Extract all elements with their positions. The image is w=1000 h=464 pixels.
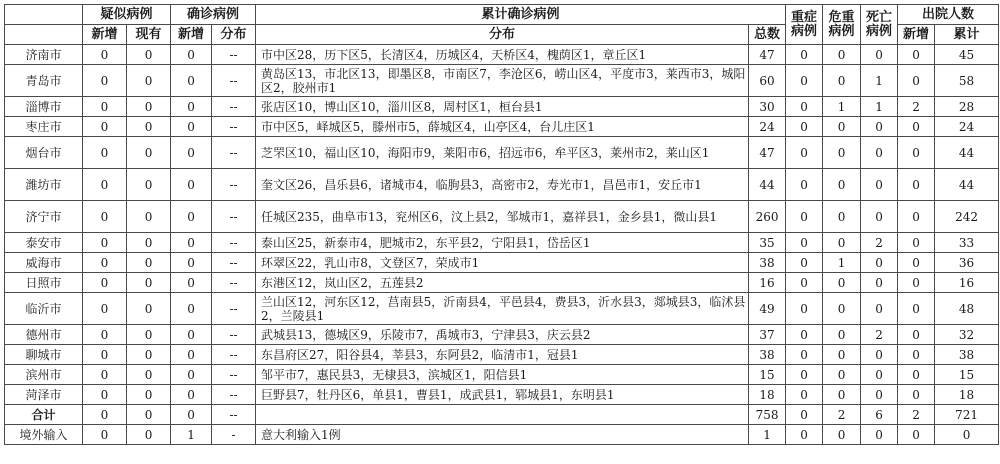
death-cell: 2 [861, 325, 898, 345]
confirmed-new-cell: 0 [171, 365, 212, 385]
suspected-current-cell: 0 [127, 405, 171, 425]
suspected-current-cell: 0 [127, 65, 171, 97]
discharged-new-cell: 0 [898, 273, 935, 293]
city-cell: 淄博市 [5, 97, 83, 117]
table-row [5, 365, 999, 385]
distribution-cell: 邹平市7，惠民县3，无棣县3，滨城区1，阳信县1 [256, 365, 749, 385]
confirmed-distribution-cell: -- [212, 169, 256, 201]
confirmed-distribution-cell: -- [212, 345, 256, 365]
city-cell: 烟台市 [5, 137, 83, 169]
discharged-new-cell: 0 [898, 201, 935, 233]
suspected-new-cell: 0 [83, 65, 127, 97]
suspected-new-cell: 0 [83, 253, 127, 273]
total-cell: 44 [749, 169, 786, 201]
confirmed-new-cell: 0 [171, 169, 212, 201]
distribution-cell: 芝罘区10，福山区10，海阳市9，莱阳市6，招远市6，牟平区3，莱州市2，莱山区1 [256, 137, 749, 169]
suspected-new-cell: 0 [83, 405, 127, 425]
total-cell: 758 [749, 405, 786, 425]
critical-cell: 0 [823, 45, 861, 65]
city-cell: 枣庄市 [5, 117, 83, 137]
suspected-new-cell: 0 [83, 169, 127, 201]
header-death [861, 5, 898, 45]
confirmed-new-cell: 0 [171, 45, 212, 65]
discharged-cumulative-cell: 38 [935, 345, 999, 365]
header-row-1 [5, 5, 999, 25]
discharged-new-cell: 2 [898, 97, 935, 117]
total-cell: 30 [749, 97, 786, 117]
discharged-cumulative-cell: 18 [935, 385, 999, 405]
city-cell: 临沂市 [5, 293, 83, 325]
distribution-cell: 市中区28，历下区5，长清区4，历城区4，天桥区4，槐荫区1，章丘区1 [256, 45, 749, 65]
suspected-current-cell: 0 [127, 169, 171, 201]
suspected-new-cell: 0 [83, 325, 127, 345]
suspected-new-cell: 0 [83, 293, 127, 325]
table-row [5, 97, 999, 117]
city-cell: 合计 [5, 405, 83, 425]
suspected-current-cell: 0 [127, 201, 171, 233]
case-statistics-table [4, 4, 999, 445]
header-discharged-new: 新增 [898, 25, 935, 45]
severe-cell: 0 [786, 169, 823, 201]
city-cell: 威海市 [5, 253, 83, 273]
city-cell: 济宁市 [5, 201, 83, 233]
confirmed-distribution-cell: -- [212, 273, 256, 293]
discharged-new-cell: 0 [898, 385, 935, 405]
critical-cell: 0 [823, 345, 861, 365]
discharged-cumulative-cell: 33 [935, 233, 999, 253]
header-severe-line2: 病例 [791, 23, 818, 39]
severe-cell: 0 [786, 365, 823, 385]
table-row [5, 293, 999, 325]
discharged-new-cell: 0 [898, 253, 935, 273]
total-cell: 47 [749, 137, 786, 169]
severe-cell: 0 [786, 65, 823, 97]
severe-cell: 0 [786, 273, 823, 293]
death-cell: 0 [861, 45, 898, 65]
severe-cell: 0 [786, 385, 823, 405]
discharged-cumulative-cell: 58 [935, 65, 999, 97]
confirmed-distribution-cell: -- [212, 97, 256, 117]
discharged-new-cell: 0 [898, 325, 935, 345]
death-cell: 2 [861, 233, 898, 253]
confirmed-distribution-cell: - [212, 425, 256, 445]
header-suspected: 疑似病例 [83, 5, 171, 25]
distribution-cell: 武城县13，德城区9，乐陵市7，禹城市3，宁津县3，庆云县2 [256, 325, 749, 345]
suspected-current-cell: 0 [127, 425, 171, 445]
header-total: 总数 [749, 25, 786, 45]
suspected-current-cell: 0 [127, 97, 171, 117]
suspected-new-cell: 0 [83, 201, 127, 233]
death-cell: 0 [861, 345, 898, 365]
distribution-cell: 张店区10，博山区10，淄川区8，周村区1，桓台县1 [256, 97, 749, 117]
critical-cell: 0 [823, 201, 861, 233]
suspected-current-cell: 0 [127, 117, 171, 137]
discharged-cumulative-cell: 48 [935, 293, 999, 325]
total-cell: 38 [749, 253, 786, 273]
confirmed-distribution-cell: -- [212, 325, 256, 345]
discharged-cumulative-cell: 0 [935, 425, 999, 445]
severe-cell: 0 [786, 97, 823, 117]
header-confirmed-new: 新增 [171, 25, 212, 45]
severe-cell: 0 [786, 233, 823, 253]
critical-cell: 0 [823, 325, 861, 345]
discharged-cumulative-cell: 36 [935, 253, 999, 273]
header-suspected-new: 新增 [83, 25, 127, 45]
discharged-new-cell: 0 [898, 65, 935, 97]
severe-cell: 0 [786, 425, 823, 445]
discharged-cumulative-cell: 242 [935, 201, 999, 233]
distribution-cell: 兰山区12，河东区12，莒南县5，沂南县4，平邑县4，费县3，沂水县3，郯城县3，临沭县2，兰陵县1 [256, 293, 749, 325]
confirmed-new-cell: 0 [171, 253, 212, 273]
table-row [5, 345, 999, 365]
death-cell: 0 [861, 117, 898, 137]
critical-cell: 0 [823, 137, 861, 169]
suspected-current-cell: 0 [127, 233, 171, 253]
distribution-cell: 意大利输入1例 [256, 425, 749, 445]
discharged-new-cell: 0 [898, 137, 935, 169]
city-cell: 德州市 [5, 325, 83, 345]
death-cell: 0 [861, 137, 898, 169]
discharged-new-cell: 2 [898, 405, 935, 425]
table-row [5, 273, 999, 293]
discharged-new-cell: 0 [898, 233, 935, 253]
header-city-blank-2 [5, 25, 83, 45]
distribution-cell: 泰山区25，新泰市4，肥城市2，东平县2，宁阳县1，岱岳区1 [256, 233, 749, 253]
death-cell: 0 [861, 273, 898, 293]
city-cell: 菏泽市 [5, 385, 83, 405]
confirmed-distribution-cell: -- [212, 385, 256, 405]
death-cell: 0 [861, 425, 898, 445]
suspected-current-cell: 0 [127, 345, 171, 365]
confirmed-distribution-cell: -- [212, 233, 256, 253]
critical-cell: 0 [823, 293, 861, 325]
city-cell: 潍坊市 [5, 169, 83, 201]
confirmed-new-cell: 0 [171, 385, 212, 405]
total-cell: 47 [749, 45, 786, 65]
confirmed-distribution-cell: -- [212, 45, 256, 65]
confirmed-distribution-cell: -- [212, 117, 256, 137]
total-cell: 49 [749, 293, 786, 325]
table-row [5, 233, 999, 253]
confirmed-distribution-cell: -- [212, 365, 256, 385]
discharged-new-cell: 0 [898, 425, 935, 445]
severe-cell: 0 [786, 405, 823, 425]
discharged-cumulative-cell: 44 [935, 137, 999, 169]
header-distribution: 分布 [256, 25, 749, 45]
total-cell: 16 [749, 273, 786, 293]
suspected-current-cell: 0 [127, 325, 171, 345]
distribution-cell: 市中区5，峄城区5，滕州市5，薛城区4，山亭区4，台儿庄区1 [256, 117, 749, 137]
total-cell: 35 [749, 233, 786, 253]
discharged-new-cell: 0 [898, 345, 935, 365]
confirmed-new-cell: 0 [171, 273, 212, 293]
confirmed-distribution-cell: -- [212, 405, 256, 425]
header-city-blank [5, 5, 83, 25]
death-cell: 0 [861, 169, 898, 201]
header-severe-line1: 重症 [791, 9, 818, 25]
city-cell: 济南市 [5, 45, 83, 65]
suspected-current-cell: 0 [127, 365, 171, 385]
header-death-line1: 死亡 [866, 9, 893, 25]
distribution-cell: 黄岛区13，市北区13，即墨区8，市南区7，李沧区6，崂山区4，平度市3，莱西市3，城阳区2，胶州市1 [256, 65, 749, 97]
confirmed-new-cell: 0 [171, 325, 212, 345]
severe-cell: 0 [786, 345, 823, 365]
critical-cell: 1 [823, 253, 861, 273]
discharged-cumulative-cell: 28 [935, 97, 999, 117]
total-cell: 38 [749, 345, 786, 365]
distribution-cell: 东昌府区27，阳谷县4，莘县3，东阿县2，临清市1，冠县1 [256, 345, 749, 365]
critical-cell: 2 [823, 405, 861, 425]
discharged-cumulative-cell: 45 [935, 45, 999, 65]
city-cell: 日照市 [5, 273, 83, 293]
confirmed-new-cell: 0 [171, 117, 212, 137]
table-row [5, 325, 999, 345]
header-confirmed: 确诊病例 [171, 5, 256, 25]
critical-cell: 0 [823, 273, 861, 293]
city-cell: 聊城市 [5, 345, 83, 365]
distribution-cell: 巨野县7，牡丹区6，单县1，曹县1，成武县1，郓城县1，东明县1 [256, 385, 749, 405]
table-row [5, 65, 999, 97]
header-discharged-cumulative: 累计 [935, 25, 999, 45]
table-row [5, 169, 999, 201]
confirmed-distribution-cell: -- [212, 201, 256, 233]
death-cell: 0 [861, 253, 898, 273]
distribution-cell: 环翠区22，乳山市8，文登区7，荣成市1 [256, 253, 749, 273]
suspected-current-cell: 0 [127, 45, 171, 65]
critical-cell: 0 [823, 65, 861, 97]
total-cell: 1 [749, 425, 786, 445]
suspected-new-cell: 0 [83, 45, 127, 65]
header-critical [823, 5, 861, 45]
suspected-new-cell: 0 [83, 385, 127, 405]
city-cell: 境外输入 [5, 425, 83, 445]
severe-cell: 0 [786, 325, 823, 345]
confirmed-distribution-cell: -- [212, 293, 256, 325]
death-cell: 1 [861, 65, 898, 97]
suspected-current-cell: 0 [127, 253, 171, 273]
suspected-current-cell: 0 [127, 385, 171, 405]
severe-cell: 0 [786, 45, 823, 65]
confirmed-new-cell: 0 [171, 345, 212, 365]
total-cell: 260 [749, 201, 786, 233]
confirmed-new-cell: 0 [171, 293, 212, 325]
severe-cell: 0 [786, 253, 823, 273]
total-cell: 18 [749, 385, 786, 405]
death-cell: 0 [861, 293, 898, 325]
suspected-new-cell: 0 [83, 233, 127, 253]
severe-cell: 0 [786, 201, 823, 233]
death-cell: 0 [861, 385, 898, 405]
city-cell: 青岛市 [5, 65, 83, 97]
discharged-cumulative-cell: 24 [935, 117, 999, 137]
table-row [5, 45, 999, 65]
suspected-new-cell: 0 [83, 273, 127, 293]
table-row [5, 385, 999, 405]
suspected-new-cell: 0 [83, 365, 127, 385]
confirmed-new-cell: 1 [171, 425, 212, 445]
suspected-current-cell: 0 [127, 293, 171, 325]
confirmed-distribution-cell: -- [212, 65, 256, 97]
discharged-cumulative-cell: 32 [935, 325, 999, 345]
discharged-cumulative-cell: 44 [935, 169, 999, 201]
severe-cell: 0 [786, 293, 823, 325]
critical-cell: 0 [823, 169, 861, 201]
suspected-new-cell: 0 [83, 117, 127, 137]
header-critical-line2: 病例 [828, 23, 855, 39]
header-cumulative: 累计确诊病例 [256, 5, 786, 25]
total-cell: 15 [749, 365, 786, 385]
confirmed-new-cell: 0 [171, 65, 212, 97]
death-cell: 0 [861, 201, 898, 233]
total-cell: 37 [749, 325, 786, 345]
discharged-cumulative-cell: 15 [935, 365, 999, 385]
suspected-current-cell: 0 [127, 273, 171, 293]
critical-cell: 0 [823, 117, 861, 137]
confirmed-new-cell: 0 [171, 137, 212, 169]
table-row [5, 137, 999, 169]
distribution-cell: 任城区235，曲阜市13，兖州区6，汶上县2，邹城市1，嘉祥县1，金乡县1，微山县1 [256, 201, 749, 233]
discharged-new-cell: 0 [898, 169, 935, 201]
death-cell: 6 [861, 405, 898, 425]
severe-cell: 0 [786, 137, 823, 169]
confirmed-new-cell: 0 [171, 201, 212, 233]
total-cell: 24 [749, 117, 786, 137]
discharged-cumulative-cell: 16 [935, 273, 999, 293]
table-row [5, 425, 999, 445]
distribution-cell: 奎文区26，昌乐县6，诸城市4，临朐县3，高密市2，寿光市1，昌邑市1，安丘市1 [256, 169, 749, 201]
discharged-new-cell: 0 [898, 45, 935, 65]
severe-cell: 0 [786, 117, 823, 137]
discharged-cumulative-cell: 721 [935, 405, 999, 425]
suspected-new-cell: 0 [83, 97, 127, 117]
header-discharged: 出院人数 [898, 5, 999, 25]
critical-cell: 0 [823, 385, 861, 405]
city-cell: 滨州市 [5, 365, 83, 385]
table-row [5, 201, 999, 233]
suspected-new-cell: 0 [83, 425, 127, 445]
header-severe [786, 5, 823, 45]
critical-cell: 1 [823, 97, 861, 117]
distribution-cell: 东港区12，岚山区2，五莲县2 [256, 273, 749, 293]
death-cell: 1 [861, 97, 898, 117]
suspected-new-cell: 0 [83, 345, 127, 365]
death-cell: 0 [861, 365, 898, 385]
confirmed-new-cell: 0 [171, 233, 212, 253]
critical-cell: 0 [823, 233, 861, 253]
table-body [5, 45, 999, 445]
header-suspected-current: 现有 [127, 25, 171, 45]
confirmed-new-cell: 0 [171, 97, 212, 117]
header-confirmed-distribution: 分布 [212, 25, 256, 45]
confirmed-new-cell: 0 [171, 405, 212, 425]
header-death-line2: 病例 [866, 23, 893, 39]
critical-cell: 0 [823, 425, 861, 445]
header-critical-line1: 危重 [828, 9, 855, 25]
distribution-cell [256, 405, 749, 425]
suspected-new-cell: 0 [83, 137, 127, 169]
city-cell: 泰安市 [5, 233, 83, 253]
table-row [5, 117, 999, 137]
total-cell: 60 [749, 65, 786, 97]
table-row [5, 253, 999, 273]
discharged-new-cell: 0 [898, 365, 935, 385]
critical-cell: 0 [823, 365, 861, 385]
confirmed-distribution-cell: -- [212, 137, 256, 169]
suspected-current-cell: 0 [127, 137, 171, 169]
table-row [5, 405, 999, 425]
confirmed-distribution-cell: -- [212, 253, 256, 273]
discharged-new-cell: 0 [898, 117, 935, 137]
discharged-new-cell: 0 [898, 293, 935, 325]
